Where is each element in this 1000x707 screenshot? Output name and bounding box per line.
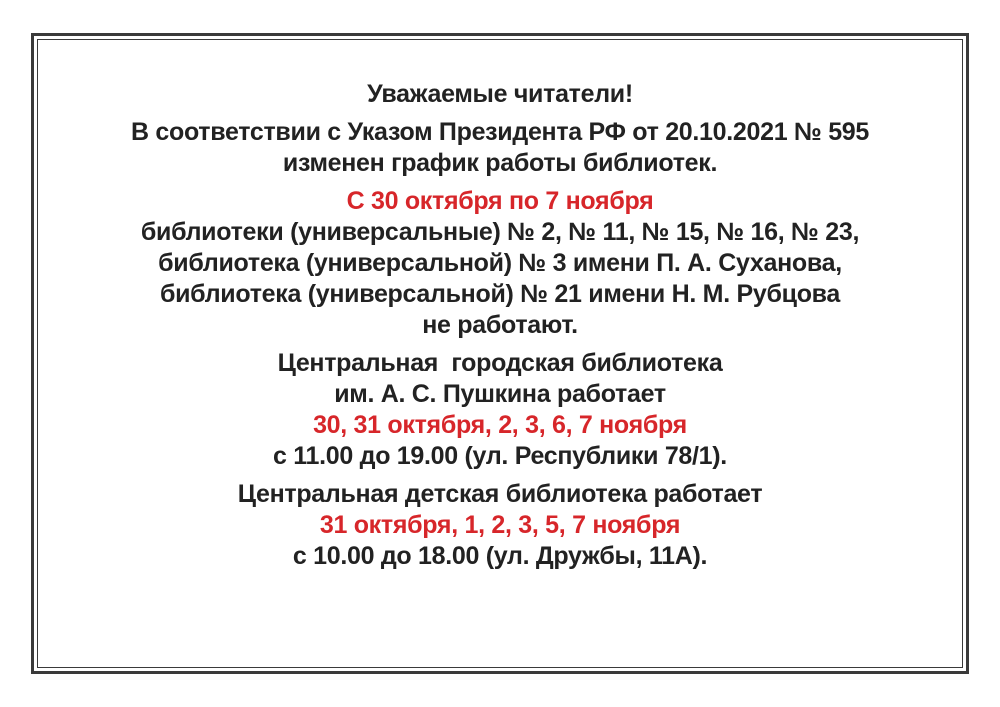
central-library-block [40, 348, 960, 472]
central-library-title: им. А. С. Пушкина работает [334, 380, 666, 408]
greeting: Уважаемые читатели! [367, 80, 633, 108]
central-library-title: Центральная городская библиотека [277, 349, 723, 377]
closure-period: С 30 октября по 7 ноября [346, 187, 654, 215]
intro-line: В соответствии с Указом Президента РФ от 20.10.2021 № 595 [130, 118, 869, 146]
closure-line: библиотеки (универсальные) № 2, № 11, № 15, № 16, № 23, [140, 218, 860, 246]
greeting-block [40, 79, 960, 110]
children-library-block [40, 479, 960, 572]
children-library-dates: 31 октября, 1, 2, 3, 5, 7 ноября [319, 511, 681, 539]
children-library-hours: с 10.00 до 18.00 (ул. Дружбы, 11А). [292, 542, 708, 570]
closure-line: библиотека (универсальной) № 21 имени Н. М. Рубцова [159, 280, 841, 308]
closure-line: не работают. [422, 311, 578, 339]
central-library-hours: с 11.00 до 19.00 (ул. Республики 78/1). [273, 442, 727, 470]
notice-content [40, 79, 960, 572]
intro-block [40, 117, 960, 179]
children-library-title: Центральная детская библиотека работает [237, 480, 763, 508]
closure-line: библиотека (универсальной) № 3 имени П. А. Суханова, [158, 249, 842, 277]
closure-block [40, 186, 960, 341]
central-library-dates: 30, 31 октября, 2, 3, 6, 7 ноября [313, 411, 687, 439]
intro-line: изменен график работы библиотек. [282, 149, 718, 177]
